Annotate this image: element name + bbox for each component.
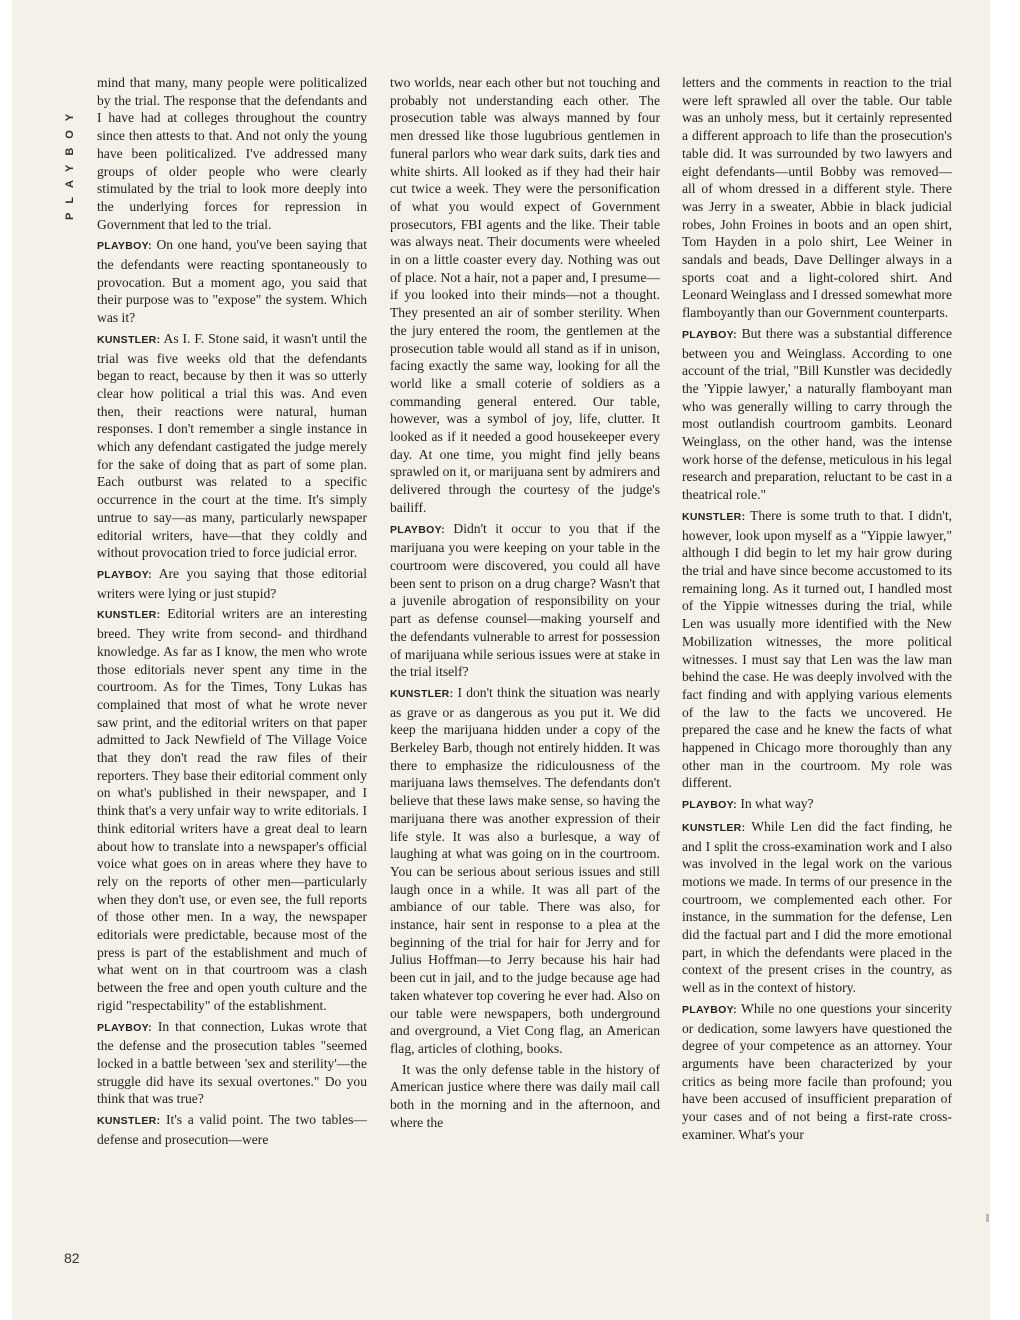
paragraph-text: two worlds, near each other but not touching and probably not understanding each other. The prosecution table was always manned by four men dressed like those lugubrious gentlemen in funeral parlors who wear dark suits, dark ties and white shirts. All looked as if they had their hair cut twice a week. They were the personification of what you would expect of Government prosecutors, FBI agents and the like. Their table was always neat. Their documents were wheeled in on a little coaster every day. Nothing was out of place. Not a hair, not a paper and, I presume—if you looked into their minds—not a thought. They presented an air of somber sterility. When the jury entered the room, the gentlemen at the prosecution table would all stand as if in unison, facing exactly the same way, looking for all the world like a small coterie of soldiers as a commanding general entered. Our table, however, was a symbol of joy, life, clutter. It looked as if it needed a good housekeeper every day. At one time, you might find jelly beans sprawled on it, or marijuana sent by admirers and delivered through the courtesy of the judge's bailiff. <box>390 75 660 515</box>
paragraph-text: Are you saying that those editorial writers were lying or just stupid? <box>97 565 367 601</box>
paragraph-text: While no one questions your sincerity or dedication, some lawyers have questioned the degree of your competence as an attorney. Your arguments have been characterized by your critics as being more facile than profound; you have been accused of insufficient preparation of your cases and of not being a first-rate cross-examiner. What's your <box>682 1000 952 1142</box>
margin-mark <box>986 1214 989 1222</box>
speaker-label: PLAYBOY: <box>682 1003 737 1016</box>
paragraph-text: While Len did the fact finding, he and I split the cross-examination work and I also was involved in the legal work on the various motions we made. In terms of our presence in the courtroom, we complemented each other. For instance, in the summation for the defense, Len did the factual part and I did the more emotional part, in which the defendants were placed in the context of the present crises in the country, as well as in the context of history. <box>682 818 952 996</box>
paragraph-text: letters and the comments in reaction to the trial were left sprawled all over the table. Our table was an unholy mess, but it certainly represented a different approach to life than the prosecution's table did. It was surrounded by two lawyers and eight defendants—until Bobby was removed—all of whom dressed in a different style. There was Jerry in a sweater, Abbie in black judicial robes, John Froines in boots and an open shirt, Tom Hayden in a polo shirt, Lee Weiner in sandals and beads, Dave Dellinger always in a sports coat and a light-colored shirt. And Leonard Weinglass and I dressed somewhat more flamboyantly than our Government counterparts. <box>682 75 952 321</box>
interview-paragraph <box>390 74 660 517</box>
interview-paragraph <box>682 325 952 504</box>
paragraph-text: It's a valid point. The two tables—defense and prosecution—were <box>97 1112 367 1147</box>
speaker-label: KUNSTLER: <box>97 333 161 346</box>
paragraph-text: Didn't it occur to you that if the marijuana you were keeping on your table in the courtroom were discovered, you could all have been sent to prison on a drug charge? Wasn't that a juvenile abrogation of responsibility on your part as defense counsel—making yourself and the defendants vulnerable to arrest for possession of marijuana while serious issues were at stake in the trial itself? <box>390 520 661 680</box>
interview-paragraph <box>682 74 952 322</box>
paragraph-text: It was the only defense table in the history of American justice where there was daily mail call both in the morning and in the afternoon, and where the <box>390 1061 660 1130</box>
interview-paragraph <box>682 795 952 815</box>
interview-paragraph <box>97 605 367 1014</box>
page-number: 82 <box>64 1250 80 1266</box>
paragraph-text: There is some truth to that. I didn't, however, look upon myself as a "Yippie lawyer," although I did begin to let my hair grow during the trial and have since become accustomed to its remaining long. As it turned out, I handled most of the Yippie witnesses during the trial, while Len was usually more identified with the New Mobilization witnesses, the more political witnesses. I must say that Len was the law man behind the case. He was deeply involved with the fact finding and with applying various elements of the law to the facts we uncovered. He prepared the case and he knew the facts of what happened in Chicago more thoroughly than any other man in the courtroom. My role was different. <box>682 507 952 791</box>
column-3 <box>682 74 952 1146</box>
speaker-label: KUNSTLER: <box>682 821 746 834</box>
speaker-label: PLAYBOY: <box>97 1021 152 1034</box>
speaker-label: PLAYBOY: <box>97 568 152 581</box>
paragraph-text: As I. F. Stone said, it wasn't until the trial was five weeks old that the defendants began to react, because by then it was so utterly clear how political a trial this was. And even then, their reactions were natural, human responses. I don't remember a single instance in which any defendant castigated the judge merely for the sake of doing that as part of some plan. Each outburst was related to a specific occurrence in the court at the time. It's simply untrue to say—as many, particularly newspaper editorial writers, have—that they coldly and without provocation tried to force judicial error. <box>97 330 367 561</box>
speaker-label: PLAYBOY: <box>390 523 445 536</box>
interview-paragraph <box>682 818 952 997</box>
interview-paragraph <box>390 684 660 1058</box>
paragraph-text: On one hand, you've been saying that the defendants were reacting spontaneously to provocation. But a moment ago, you said that their purpose was to "expose" the system. Which was it? <box>97 237 367 326</box>
interview-paragraph <box>97 330 367 562</box>
speaker-label: PLAYBOY: <box>682 328 737 341</box>
speaker-label: KUNSTLER: <box>97 609 161 622</box>
paragraph-text: But there was a substantial difference between you and Weinglass. According to one account of the trial, "Bill Kunstler was decidedly the 'Yippie lawyer,' a naturally flamboyant man who was generally willing to carry through the most outlandish courtroom gambits. Leonard Weinglass, on the other hand, was the intense work horse of the defense, meticulous in his legal research and preparation, reluctant to be cast in a theatrical role." <box>682 325 952 503</box>
column-2 <box>390 74 660 1134</box>
paragraph-text: In that connection, Lukas wrote that the defense and the prosecution tables "seemed locked in a battle between 'sex and sterility'—the struggle did have its sexual overtones." Do you think that was true? <box>97 1018 367 1107</box>
paragraph-text: In what way? <box>740 796 814 812</box>
speaker-label: PLAYBOY: <box>97 240 152 253</box>
interview-paragraph <box>390 520 660 681</box>
paragraph-text: mind that many, many people were politicalized by the trial. The response that the defendants and I have had at colleges throughout the country since then attests to that. And not only the young have been politicalized. I've addressed many groups of older people who were clearly stimulated by the trial to look more deeply into the underlying forces for repression in Government that led to the trial. <box>97 75 367 232</box>
interview-paragraph <box>682 507 952 792</box>
paragraph-text: I don't think the situation was nearly as grave or as dangerous as you put it. We did keep the marijuana hidden under a copy of the Berkeley Barb, though not entirely hidden. It was there to emphasize the ridiculousness of the marijuana laws themselves. The defendants don't believe that these laws make sense, so having the marijuana there was another expression of their life style. It was also a burlesque, a way of laughing at what was going on in the courtroom. You can be serious about serious issues and still laugh once in a while. It was all part of the ambiance of our table. There was also, for instance, hair sent in response to a plea at the beginning of the trial for hair for Jerry and for Julius Hoffman—to Jerry because his hair had been cut in jail, and to the judge because age had taken whatever top covering he ever had. Also on our table were newspapers, both underground and overground, a Viet Cong flag, an American flag, articles of clothing, books. <box>390 684 661 1056</box>
interview-paragraph <box>390 1061 660 1132</box>
speaker-label: KUNSTLER: <box>682 510 746 523</box>
speaker-label: KUNSTLER: <box>97 1115 161 1128</box>
interview-paragraph <box>97 74 367 233</box>
masthead-logo: PLAYBOY <box>64 104 76 220</box>
interview-paragraph <box>97 1111 367 1148</box>
column-1 <box>97 74 367 1151</box>
paragraph-text: Editorial writers are an interesting breed. They write from second- and thirdhand knowledge. As far as I know, the men who wrote those editorials never spent any time in the courtroom. As for the Times, Tony Lukas has complained that most of what he wrote never saw print, and the editorial writers on that paper admitted to Jack Newfield of The Village Voice that they don't read the raw files of their reporters. They base their editorial comment only on what's published in their newspaper, and I think that's a very unfair way to write editorials. I think editorial writers have a great deal to learn about how to translate into a newspaper's official voice what goes on in areas where they have to rely on the reports of other men—particularly when they don't use, or even see, the full reports of those other men. In a way, the newspaper editorials were predictable, because most of the press is part of the establishment and much of what went on in that courtroom was a clash between the free and open youth culture and the rigid "respectability" of the establishment. <box>97 606 367 1013</box>
speaker-label: KUNSTLER: <box>390 687 454 700</box>
interview-paragraph <box>682 1000 952 1144</box>
speaker-label: PLAYBOY: <box>682 799 737 812</box>
interview-paragraph <box>97 236 367 327</box>
interview-paragraph <box>97 1018 367 1109</box>
interview-paragraph <box>97 565 367 602</box>
